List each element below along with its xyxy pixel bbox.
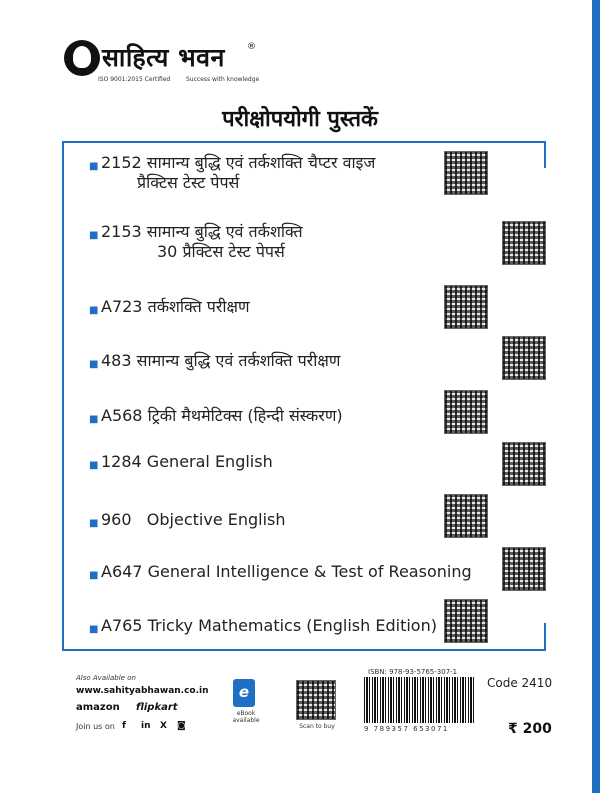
book-title: 2153 सामान्य बुद्धि एवं तर्कशक्ति [101, 222, 303, 241]
book-item [89, 616, 437, 636]
bullet-icon: ■ [89, 305, 99, 316]
barcode-icon [364, 677, 476, 723]
book-title: A647 General Intelligence & Test of Reasoning [101, 562, 472, 581]
bullet-icon: ■ [89, 518, 99, 529]
isbn-text: ISBN: 978-93-5765-307-1 [368, 668, 458, 676]
ebook-label: eBook available [232, 710, 260, 724]
qr-code-icon [502, 547, 546, 591]
bullet-icon: ■ [89, 230, 99, 241]
book-title: 1284 General English [101, 452, 273, 471]
publisher-tagline: Success with knowledge [186, 76, 260, 83]
price: ₹ 200 [508, 721, 552, 737]
qr-code-icon [502, 442, 546, 486]
barcode-number: 9 789357 653071 [364, 725, 449, 733]
book-item [89, 406, 343, 426]
book-item [89, 153, 376, 193]
bullet-icon: ■ [89, 624, 99, 635]
publisher-name: साहित्य भवन [102, 43, 225, 72]
scan-to-buy-label: Scan to buy [299, 723, 335, 730]
iso-certification: ISO 9001:2015 Certified [98, 76, 171, 83]
registered-mark: ® [247, 42, 256, 52]
amazon-logo[interactable]: amazon [76, 702, 120, 713]
book-title: A765 Tricky Mathematics (English Edition) [101, 616, 437, 635]
publisher-emblem-icon [64, 40, 100, 76]
book-title: 2152 सामान्य बुद्धि एवं तर्कशक्ति चैप्टर वाइज [101, 153, 376, 172]
bullet-icon: ■ [89, 161, 99, 172]
bullet-icon: ■ [89, 414, 99, 425]
scan-qr-icon[interactable] [296, 680, 336, 720]
book-title: 960 Objective English [101, 510, 286, 529]
book-subtitle: 30 प्रैक्टिस टेस्ट पेपर्स [157, 242, 285, 261]
website-link[interactable]: www.sahityabhawan.co.in [76, 686, 209, 696]
qr-code-icon [444, 151, 488, 195]
book-title: A568 ट्रिकी मैथमेटिक्स (हिन्दी संस्करण) [101, 406, 343, 425]
book-item [89, 452, 273, 472]
qr-code-icon [444, 390, 488, 434]
book-subtitle: प्रैक्टिस टेस्ट पेपर्स [137, 173, 240, 192]
linkedin-icon[interactable]: in [141, 721, 151, 731]
book-title: 483 सामान्य बुद्धि एवं तर्कशक्ति परीक्षण [101, 351, 341, 370]
facebook-icon[interactable]: f [122, 721, 126, 731]
also-available-label: Also Available on [76, 674, 136, 682]
publisher-logo [64, 38, 264, 90]
bullet-icon: ■ [89, 460, 99, 471]
qr-code-icon [444, 494, 488, 538]
flipkart-logo[interactable]: flipkart [136, 702, 178, 713]
join-us-label: Join us on [76, 722, 115, 731]
bullet-icon: ■ [89, 570, 99, 581]
book-item [89, 510, 286, 530]
qr-code-icon [502, 336, 546, 380]
x-icon[interactable]: X [160, 721, 167, 731]
book-item [89, 351, 341, 371]
book-title: A723 तर्कशक्ति परीक्षण [101, 297, 250, 316]
ebook-icon[interactable]: e [233, 679, 255, 707]
qr-code-icon [444, 285, 488, 329]
book-code: Code 2410 [487, 676, 553, 690]
bullet-icon: ■ [89, 359, 99, 370]
book-item [89, 297, 250, 317]
book-item [89, 222, 303, 262]
page-heading: परीक्षोपयोगी पुस्तकें [222, 107, 378, 132]
qr-code-icon [444, 599, 488, 643]
book-item [89, 562, 472, 582]
instagram-icon[interactable]: ◙ [177, 721, 186, 731]
qr-code-icon [502, 221, 546, 265]
